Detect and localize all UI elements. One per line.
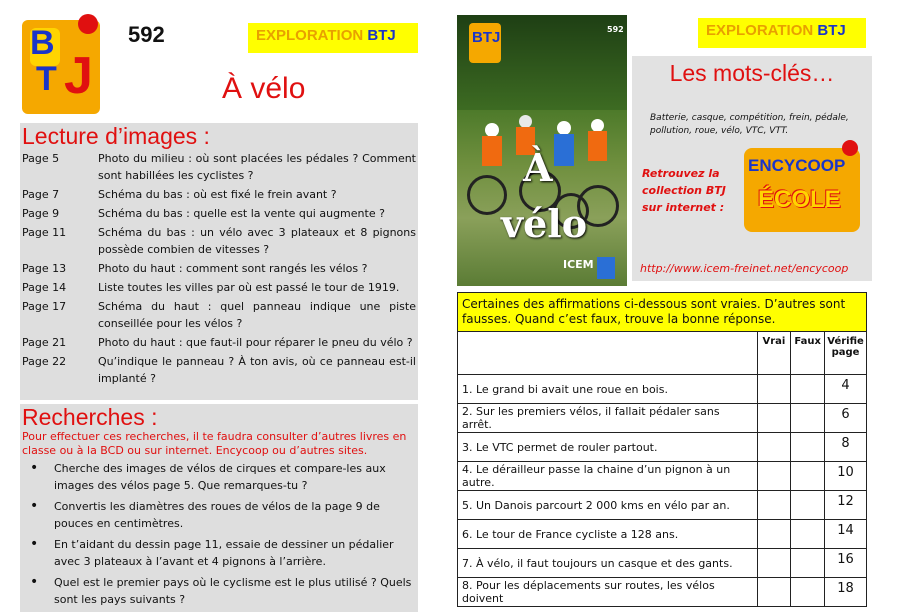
col-vrai: Vrai — [757, 332, 791, 375]
lecture-row — [22, 334, 416, 351]
lecture-page: Page 11 — [22, 226, 67, 239]
lecture-page: Page 5 — [22, 152, 60, 165]
cover-number: 592 — [607, 25, 624, 34]
col-verifie: Vérifie page — [825, 332, 867, 375]
logo-letter-j: J — [64, 47, 93, 105]
header-exploration-left — [248, 23, 418, 53]
lecture-row — [22, 353, 416, 387]
quiz-statement: 3. Le VTC permet de rouler partout. — [458, 433, 758, 462]
quiz-statement: 1. Le grand bi avait une roue en bois. — [458, 375, 758, 404]
quiz-vrai-cell[interactable] — [757, 462, 791, 491]
header-exploration-right — [698, 18, 866, 48]
quiz-statement: 2. Sur les premiers vélos, il fallait pédaler sans arrêt. — [458, 404, 758, 433]
quiz-faux-cell[interactable] — [791, 375, 825, 404]
col-faux: Faux — [791, 332, 825, 375]
logo-dot-icon — [78, 14, 98, 34]
lecture-page: Page 22 — [22, 355, 67, 368]
encycoop-link[interactable]: http://www.icem-freinet.net/encycoop — [640, 262, 849, 275]
lecture-row — [22, 298, 416, 332]
recherche-item: • Quel est le premier pays où le cyclisme est le plus utilisé ? Quels sont les pays suivants ? — [22, 574, 418, 608]
lecture-question: Photo du haut : comment sont rangés les vélos ? — [98, 262, 368, 275]
header-brand: BTJ — [367, 27, 396, 44]
quiz-row — [458, 404, 867, 433]
quiz-vrai-cell[interactable] — [757, 375, 791, 404]
quiz-statement: 5. Un Danois parcourt 2 000 kms en vélo par an. — [458, 491, 758, 520]
lecture-question: Schéma du bas : quelle est la vente qui augmente ? — [98, 207, 385, 220]
recherche-item: • Cherche des images de vélos de cirques et compare-les aux images des vélos page 5. Que remarques-tu ? — [22, 460, 418, 494]
lecture-page: Page 9 — [22, 207, 60, 220]
lecture-row — [22, 186, 416, 203]
quiz-statement: 6. Le tour de France cycliste a 128 ans. — [458, 520, 758, 549]
book-cover — [457, 15, 627, 286]
recherches-list — [22, 460, 418, 612]
quiz-page: 6 — [825, 404, 867, 433]
lecture-page: Page 13 — [22, 262, 67, 275]
motcles-words: Batterie, casque, compétition, frein, pédale, pollution, roue, vélo, VTC, VTT. — [650, 113, 849, 136]
quiz-row — [458, 578, 867, 607]
rider-helmet — [557, 121, 571, 135]
lecture-list — [22, 150, 416, 389]
quiz-page: 12 — [825, 491, 867, 520]
quiz-faux-cell[interactable] — [791, 578, 825, 607]
quiz-row — [458, 375, 867, 404]
quiz-vrai-cell[interactable] — [757, 404, 791, 433]
lecture-question: Schéma du haut : quel panneau indique une piste conseillée pour les vélos ? — [98, 300, 416, 330]
quiz-faux-cell[interactable] — [791, 520, 825, 549]
recherche-item: • En t’aidant du dessin page 11, essaie de dessiner un pédalier avec 3 plateaux à l’avant et 4 pignons à l’arrière. — [22, 536, 418, 570]
rider-jersey — [482, 136, 502, 166]
quiz-row — [458, 433, 867, 462]
lecture-question: Photo du milieu : où sont placées les pédales ? Comment sont habillées les cyclistes ? — [98, 152, 416, 182]
recherche-item: • Convertis les diamètres des roues de vélos de la page 9 de pouces en centimètres. — [22, 498, 418, 532]
encycoop-logo — [744, 140, 860, 232]
btj-logo — [22, 14, 104, 114]
encycoop-dot-icon — [842, 140, 858, 156]
lecture-question: Schéma du bas : un vélo avec 3 plateaux et 8 pignons possède combien de vitesses ? — [98, 226, 416, 256]
rider-helmet — [485, 123, 499, 137]
lecture-page: Page 14 — [22, 281, 67, 294]
lecture-page: Page 17 — [22, 300, 67, 313]
rider-jersey — [588, 131, 607, 161]
lecture-row — [22, 260, 416, 277]
header-label: EXPLORATION — [256, 27, 364, 44]
recherches-heading: Recherches : — [22, 404, 158, 430]
header-brand: BTJ — [817, 22, 846, 39]
logo-letter-b: B — [30, 24, 55, 62]
quiz-page: 8 — [825, 433, 867, 462]
lecture-row — [22, 150, 416, 184]
quiz-row — [458, 462, 867, 491]
quiz-vrai-cell[interactable] — [757, 491, 791, 520]
retrouvez-text: Retrouvez la collection BTJ sur internet : — [642, 167, 726, 214]
quiz-statement: 4. Le dérailleur passe la chaine d’un pignon à un autre. — [458, 462, 758, 491]
lecture-row — [22, 279, 416, 296]
icem-logo-icon — [597, 257, 615, 279]
cover-logo — [469, 23, 501, 63]
quiz-row — [458, 520, 867, 549]
quiz-page: 16 — [825, 549, 867, 578]
lecture-question: Schéma du bas : où est fixé le frein avant ? — [98, 188, 337, 201]
lecture-question: Photo du haut : que faut-il pour réparer le pneu du vélo ? — [98, 336, 413, 349]
issue-number: 592 — [128, 22, 165, 47]
quiz-vrai-cell[interactable] — [757, 578, 791, 607]
lecture-question: Liste toutes les villes par où est passé le tour de 1919. — [98, 281, 400, 294]
encycoop-top: ENCYCOOP — [748, 156, 846, 175]
quiz-faux-cell[interactable] — [791, 549, 825, 578]
quiz-page: 18 — [825, 578, 867, 607]
quiz-faux-cell[interactable] — [791, 433, 825, 462]
quiz-statement: 7. À vélo, il faut toujours un casque et des gants. — [458, 549, 758, 578]
quiz-statement: 8. Pour les déplacements sur routes, les vélos doivent — [458, 578, 758, 607]
quiz-vrai-cell[interactable] — [757, 549, 791, 578]
header-label: EXPLORATION — [706, 22, 814, 39]
logo-letter-t: T — [36, 60, 57, 98]
quiz-faux-cell[interactable] — [791, 491, 825, 520]
lecture-row — [22, 224, 416, 258]
cover-publisher: ICEM — [563, 258, 594, 271]
lecture-page: Page 7 — [22, 188, 60, 201]
cover-title-a: À — [523, 145, 553, 190]
motcles-title: Les mots-clés… — [669, 60, 835, 86]
quiz-faux-cell[interactable] — [791, 404, 825, 433]
quiz-page: 14 — [825, 520, 867, 549]
lecture-heading: Lecture d’images : — [22, 123, 210, 149]
lecture-page: Page 21 — [22, 336, 67, 349]
quiz-row — [458, 491, 867, 520]
lecture-question: Qu’indique le panneau ? À ton avis, où ce panneau est-il implanté ? — [98, 355, 416, 385]
quiz-page: 4 — [825, 375, 867, 404]
quiz-vrai-cell[interactable] — [757, 433, 791, 462]
page-title: À vélo — [222, 72, 306, 105]
recherches-intro: Pour effectuer ces recherches, il te faudra consulter d’autres livres en classe ou à la BCD ou sur internet. Encycoop ou d’autres sites. — [22, 430, 407, 457]
quiz-table — [457, 292, 867, 607]
quiz-intro: Certaines des affirmations ci-dessous sont vraies. D’autres sont fausses. Quand c’est faux, trouve la bonne réponse. — [458, 293, 867, 332]
cover-logo-text: BTJ — [472, 29, 501, 46]
quiz-vrai-cell[interactable] — [757, 520, 791, 549]
quiz-faux-cell[interactable] — [791, 462, 825, 491]
rider-jersey — [554, 134, 574, 166]
cover-title-velo: vélo — [501, 201, 588, 246]
lecture-row — [22, 205, 416, 222]
quiz-page: 10 — [825, 462, 867, 491]
quiz-row — [458, 549, 867, 578]
encycoop-bottom: ÉCOLE — [758, 186, 841, 213]
quiz-header-blank — [458, 332, 758, 375]
